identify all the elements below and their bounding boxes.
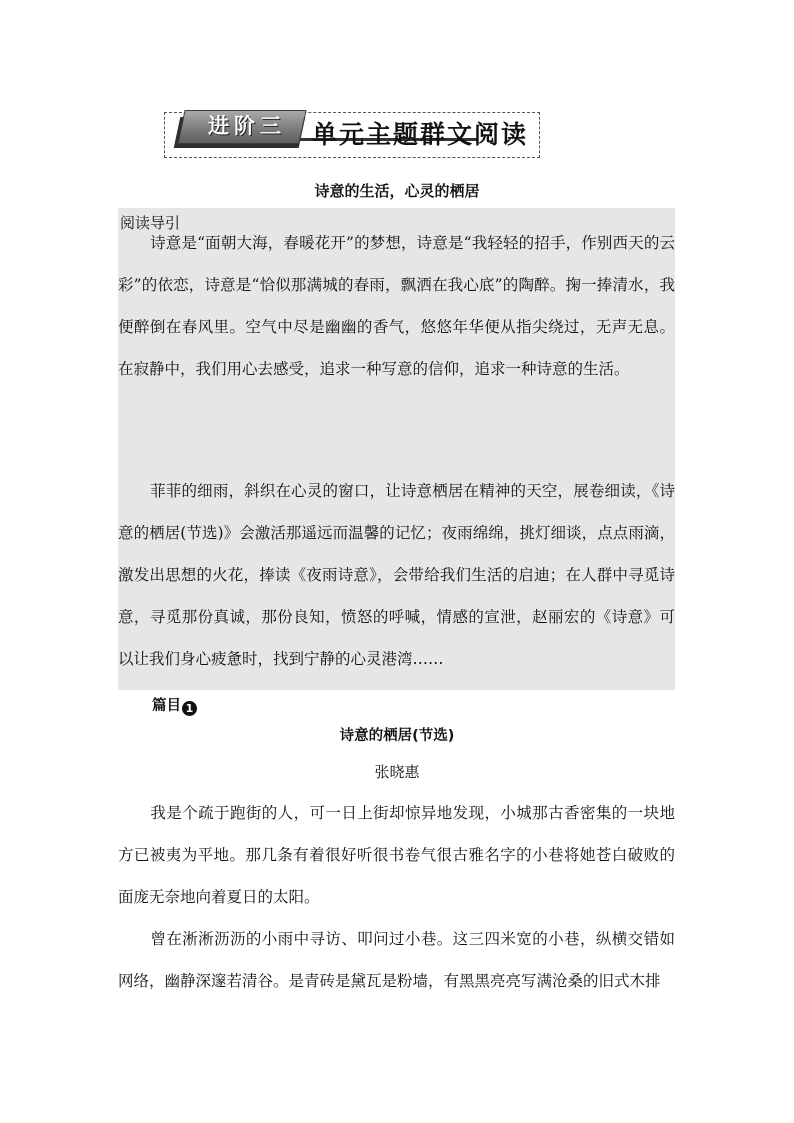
guide-paragraph-text: 菲菲的细雨，斜织在心灵的窗口，让诗意栖居在精神的天空，展卷细读，《诗意的栖居(节选)》会激活那遥远而温馨的记忆；夜雨绵绵，挑灯细谈，点点雨滴，激发出思想的火花，捧读《夜雨诗意》，会带给我们生活的启迪；在人群中寻觅诗意，寻觅那份真诚，那份良知，愤怒的呼喊，情感的宣泄，赵丽宏的《诗意》可以让我们身心疲惫时，找到宁静的心灵港湾…… [118, 482, 675, 668]
theme-subtitle: 诗意的生活，心灵的栖居 [314, 182, 480, 200]
reading-guide-box [118, 208, 675, 690]
section-label-text: 篇目 [152, 698, 181, 714]
stage-badge-label: 进阶三 [208, 114, 286, 138]
article-paragraph [118, 918, 675, 1002]
article-paragraph-text: 我是个疏于跑街的人，可一日上街却惊异地发现，小城那古香密集的一块地方已被夷为平地。那几条有着很好听很书卷气很古雅名字的小巷将她苍白破败的面庞无奈地向着夏日的太阳。 [118, 804, 675, 906]
guide-paragraph [118, 470, 675, 680]
guide-paragraph-text: 诗意是“面朝大海，春暖花开”的梦想，诗意是“我轻轻的招手，作别西天的云彩”的依恋，诗意是“恰似那满城的春雨，飘洒在我心底”的陶醉。掬一捧清水，我便醉倒在春风里。空气中尽是幽幽的香气，悠悠年华便从指尖绕过，无声无息。在寂静中，我们用心去感受，追求一种写意的信仰，追求一种诗意的生活。 [118, 234, 675, 378]
reading-guide-label: 阅读导引 [120, 214, 181, 232]
article-title: 诗意的栖居(节选) [339, 728, 455, 744]
guide-paragraph [118, 222, 675, 390]
section-label [152, 694, 197, 716]
section-number-badge: 1 [182, 701, 197, 716]
article-author: 张晓惠 [374, 763, 420, 781]
unit-title: 单元主题群文阅读 [312, 120, 529, 149]
section-header-banner [164, 108, 540, 158]
article-paragraph [118, 792, 675, 918]
article-paragraph-text: 曾在淅淅沥沥的小雨中寻访、叩问过小巷。这三四米宽的小巷，纵横交错如网络，幽静深邃若清谷。是青砖是黛瓦是粉墙，有黑黑亮亮写满沧桑的旧式木排 [118, 930, 675, 990]
